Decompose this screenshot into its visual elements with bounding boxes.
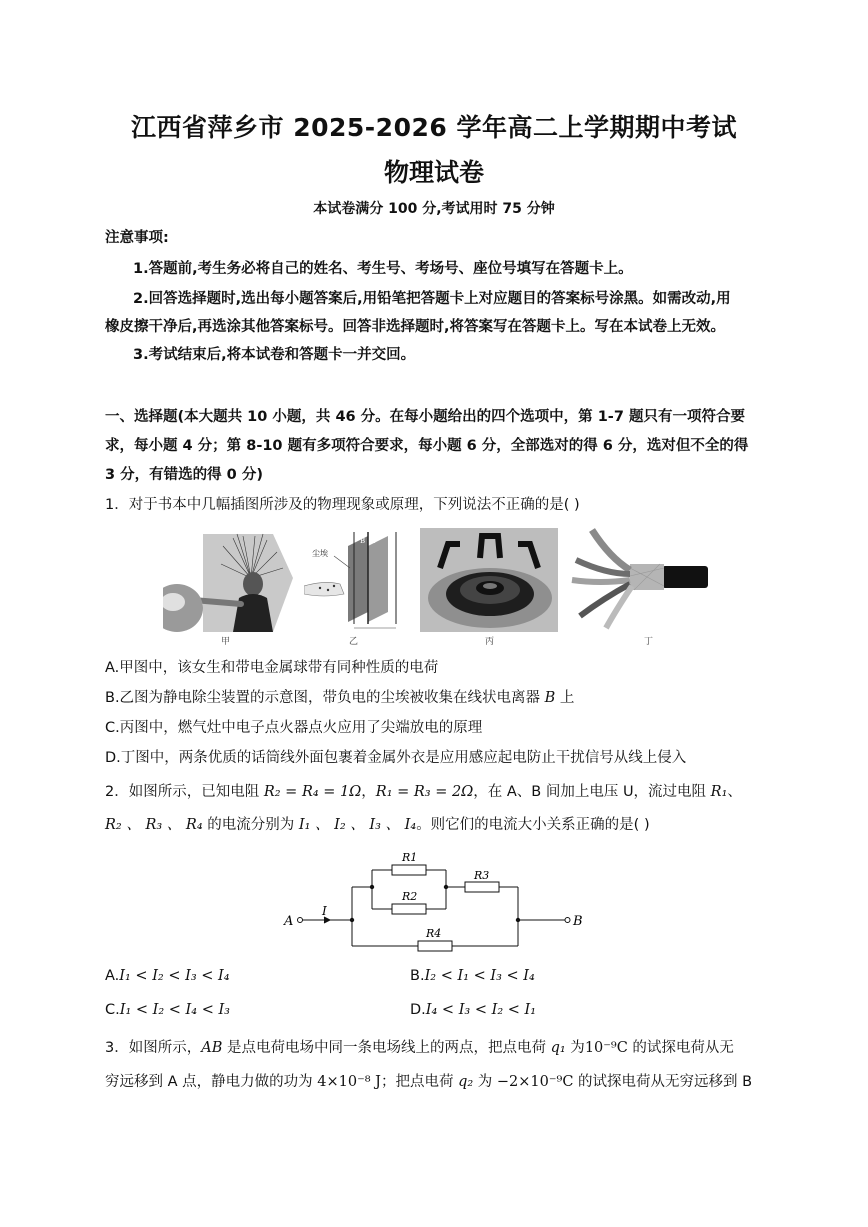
q2-line2-end: 。则它们的电流大小关系正确的是( ) [416,817,650,833]
circuit-label-r3: R3 [474,869,490,882]
exam-subject: 物理试卷 [383,158,484,187]
q2-separator: ， [361,784,376,800]
q3-work: 4×10⁻⁸ J [317,1074,381,1090]
q2-r1: R₁ [710,784,728,800]
figure-caption-jia: 甲 [221,637,231,647]
q2-condition-2: R₁ = R₃ = 2Ω [375,784,474,800]
q3-line1-middle: 是点电荷电场中同一条电场线上的两点，把点电荷 [222,1040,551,1056]
question-1-option-d: D.丁图中，两条优质的话筒线外面包裹着金属外衣是应用感应起电防止干扰信号从线上侵入 [105,750,687,766]
question-2-option-c [105,1002,230,1018]
question-3-stem-line-1 [105,1038,765,1058]
option-a-expression: I₁ < I₂ < I₃ < I₄ [119,968,230,984]
option-d-label: D. [410,1002,426,1018]
circuit-label-r2: R2 [402,890,418,903]
section-1-intro-line-1: 一、选择题(本大题共 10 小题，共 46 分。在每小题给出的四个选项中，第 1-7 题只有一项符合要 [105,409,745,425]
figure-caption-bing: 丙 [485,637,495,647]
option-a-label: A. [105,968,120,984]
exam-title: 江西省萍乡市 2025-2026 学年高二上学期期中考试 [131,113,737,142]
question-2-option-d [410,1002,536,1018]
question-2-option-b [410,968,535,984]
figure-caption-yi: 乙 [349,637,359,647]
question-1-option-b [105,688,765,708]
notice-item-3: 3.考试结束后,将本试卷和答题卡一并交回。 [133,347,416,363]
option-b-expression: I₂ < I₁ < I₃ < I₄ [424,968,535,984]
q3-q2: q₂ [458,1074,474,1090]
q2-condition-1: R₂ = R₄ = 1Ω [263,784,362,800]
figure-label-a: A [370,537,376,545]
notice-heading: 注意事项: [105,230,169,246]
figure-caption-ding: 丁 [644,637,654,647]
option-c-expression: I₁ < I₂ < I₄ < I₃ [119,1002,230,1018]
circuit-label-r1: R1 [402,851,418,864]
q2-dun: 、 [727,784,742,800]
circuit-label-current: I [322,904,327,918]
q2-stem-middle: ，在 A、B 间加上电压 U，流过电阻 [473,784,711,800]
q2-resistors: R₂ 、 R₃ 、 R₄ [105,817,203,833]
option-b-label: B. [410,968,425,984]
q3-ab: AB [201,1040,223,1056]
q3-line2-end: 的试探电荷从无穷远移到 B [573,1074,753,1090]
figure-jia-van-de-graaff [163,528,293,632]
question-2-stem-line-2 [105,815,765,835]
notice-item-2-line-1: 2.回答选择题时,选出每小题答案后,用铅笔把答题卡上对应题目的答案标号涂黑。如需改动,用 [133,291,731,307]
question-2-stem-line-1 [105,782,765,802]
option-b-tail: 上 [555,690,575,706]
figure-ding-shielded-cable [570,528,710,632]
q3-line1-end: 的试探电荷从无 [627,1040,734,1056]
figure-yi-electrostatic-precipitator [304,528,404,632]
circuit-label-a: A [284,914,294,929]
figure-label-b: B [360,537,366,545]
option-b-text: B.乙图为静电除尘装置的示意图，带负电的尘埃被收集在线状电离器 [105,690,545,706]
question-1-option-c: C.丙图中，燃气灶中电子点火器点火应用了尖端放电的原理 [105,720,483,736]
q2-stem-start: 2．如图所示，已知电阻 [105,784,264,800]
figure-label-dust: 尘埃 [312,549,328,558]
circuit-label-r4: R4 [426,927,442,940]
question-2-circuit-diagram [280,845,590,955]
question-3-stem-line-2 [105,1072,765,1092]
q3-line1-start: 3．如图所示， [105,1040,202,1056]
notice-item-2-line-2: 橡皮擦干净后,再选涂其他答案标号。回答非选择题时,将答案写在答题卡上。写在本试卷上无效。 [105,319,726,335]
q3-q1: q₁ [550,1040,566,1056]
option-c-label: C. [105,1002,120,1018]
q3-line1-middle-2: 为 [565,1040,585,1056]
figure-bing-gas-stove [420,528,558,632]
q3-q1-value: 10⁻⁹C [584,1040,628,1056]
q3-line2-middle-2: 为 [473,1074,497,1090]
q3-q2-value: −2×10⁻⁹C [496,1074,574,1090]
q2-currents: I₁ 、 I₂ 、 I₃ 、 I₄ [298,817,417,833]
exam-info: 本试卷满分 100 分,考试用时 75 分钟 [313,201,555,217]
question-1-option-a: A.甲图中，该女生和带电金属球带有同种性质的电荷 [105,660,439,676]
q3-line2-start: 穷远移到 A 点，静电力做的功为 [105,1074,318,1090]
q3-line2-middle: ；把点电荷 [380,1074,459,1090]
circuit-label-b: B [573,914,583,929]
option-b-variable: B [544,690,556,706]
question-1-stem: 1．对于书本中几幅插图所涉及的物理现象或原理，下列说法不正确的是( ) [105,497,580,513]
q2-line2-middle: 的电流分别为 [202,817,299,833]
question-2-option-a [105,968,230,984]
notice-item-1: 1.答题前,考生务必将自己的姓名、考生号、考场号、座位号填写在答题卡上。 [133,261,633,277]
section-1-intro-line-3: 3 分，有错选的得 0 分) [105,467,263,483]
option-d-expression: I₄ < I₃ < I₂ < I₁ [425,1002,537,1018]
section-1-intro-line-2: 求，每小题 4 分；第 8-10 题有多项符合要求，每小题 6 分，全部选对的得 6 分，选对但不全的得 [105,438,749,454]
